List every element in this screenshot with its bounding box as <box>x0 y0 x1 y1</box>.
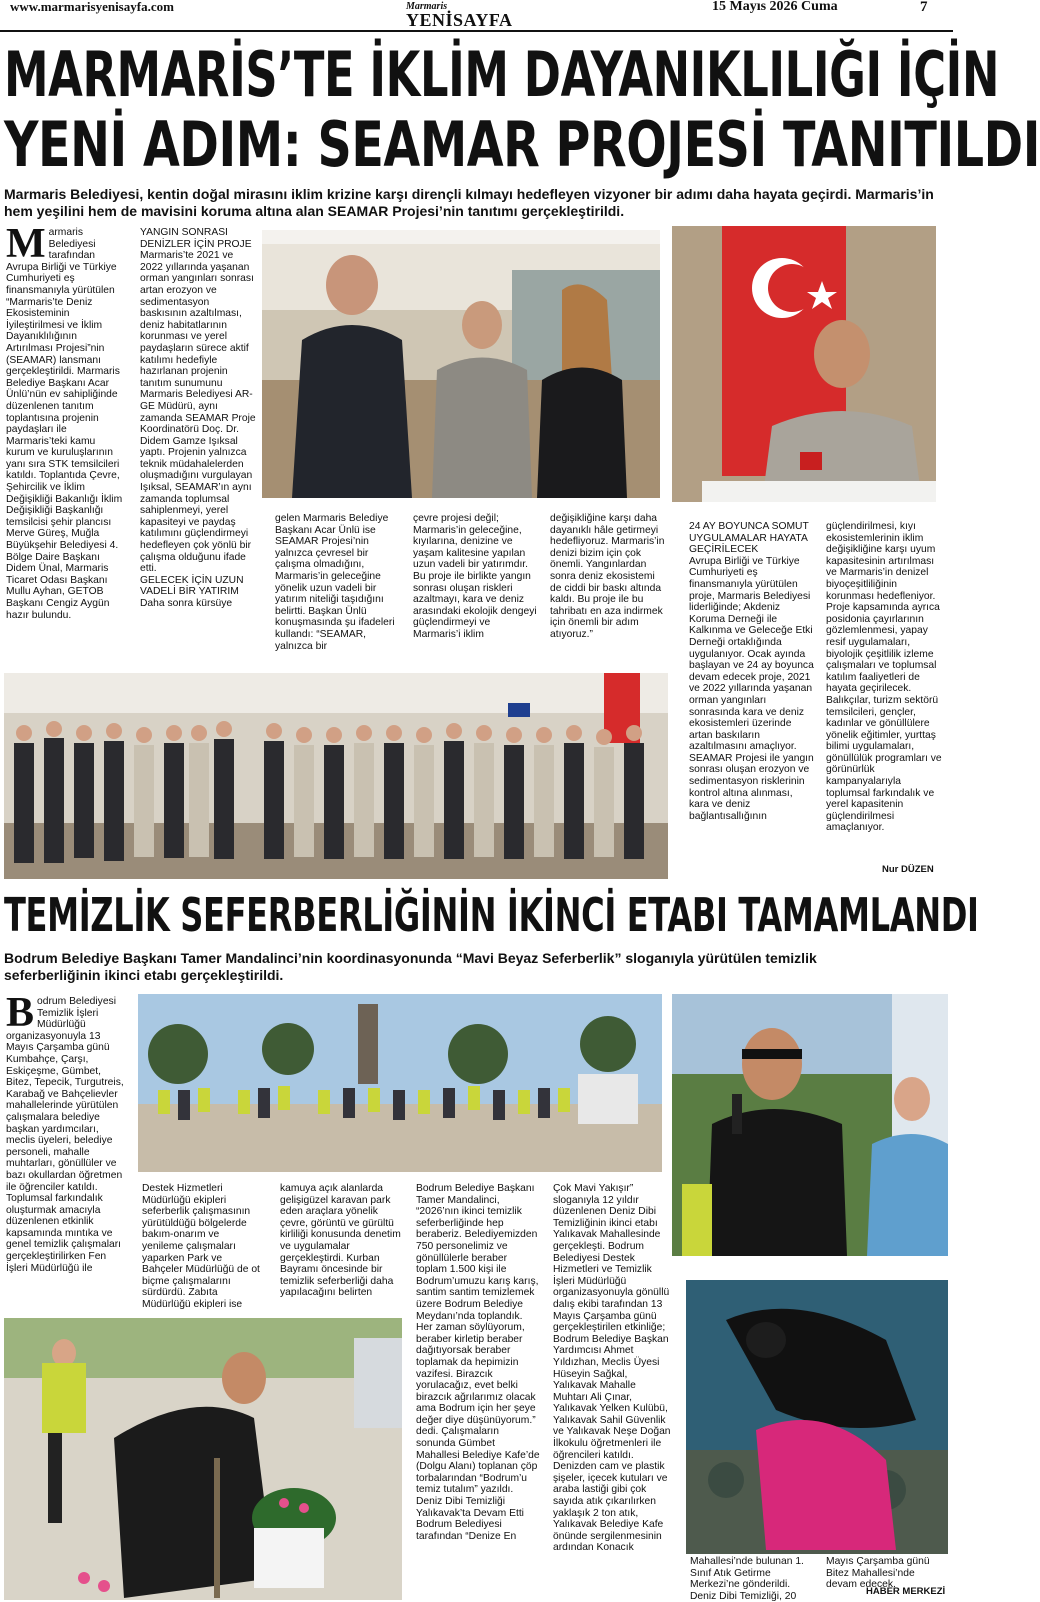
article1-byline: Nur DÜZEN <box>882 864 934 875</box>
group-photo <box>4 673 668 879</box>
diver-photo <box>686 1280 948 1554</box>
article1-col6-subhead: 24 AY BOYUNCA SOMUT UYGULAMALAR HAYATA GEÇİRİLECEK <box>689 521 809 556</box>
article1-col2-subhead: YANGIN SONRASI DENİZLER İÇİN PROJE <box>140 227 252 250</box>
article1-headline-line2: YENİ ADIM: SEAMAR PROJESİ TANITILDI <box>4 108 1040 182</box>
article1-col2-tail: Daha sonra kürsüye <box>140 598 233 609</box>
planting-photo <box>4 1318 402 1600</box>
article1-col1-text: armaris Belediyesi tarafından Avrupa Birliği ve Türkiye Cumhuriyeti eş finansmanıyla yürütülen “Marmaris’te Deniz Ekosisteminin İyileştirilmesi ve İklim Dayanıklılığının Artırılması Projesi”nin (SEAMAR) lansmanı gerçekleştirildi. Marmaris Belediye Başkanı Acar Ünlü’nün ev sahipliğinde düzenlenen tanıtım toplantısına projenin paydaşları ile Marmaris’teki kamu kurum ve kuruluşlarının yanı sıra STK temsilcileri katıldı. Toplantıda Çevre, Şehircilik ve İklim Değişikliği Bakanlığı İklim Değişikliği Başkanlığı temsilcisi şehir plancısı Merve Güreş, Muğla Büyükşehir Belediyesi 4. Bölge Daire Başkanı Didem Ünal, Marmaris Ticaret Odası Başkanı Mullu Ayhan, GETOB Başkanı Cengiz Aygün hazır bulundu. <box>6 227 123 621</box>
logo-top: Marmaris <box>406 1 448 12</box>
article2-col4: Bodrum Belediye Başkanı Tamer Mandalinci, “2026’nın ikinci temizlik seferberliğinde hep beraberiz. Belediyemizden 750 personelimiz ve gönüllülerle beraber toplam 1.500 kişi ile Bodrum’umuzu karış karış, santim santim temizlemek üzere Bodrum Belediye Meydanı’nda toplandık. Her zaman söylüyorum, beraber kirletip beraber dağıtıyorsak beraber toplamak da hepimizin vazifesi. Birazcık yorulacağız, evet belki birazcık ağrılarımız olacak ama Bodrum için her şeye değer diye düşünüyorum.” dedi. Çalışmaların sonunda Gümbet Mahallesi Belediye Kafe’de (Dolgu Alanı) toplanan çöp torbalarından “Bodrum’u temiz tutalım” yazıldı. Deniz Dibi Temizliği Yalıkavak’ta Devam Etti Bodrum Belediyesi tarafından “Denize En <box>416 1183 540 1542</box>
article1-col4: çevre projesi değil; Marmaris’in geleceğine, kıyılarına, denizine ve yaşam kalitesine yapılan uzun vadeli bir yatırımdır. Bu proje ile birlikte yangın sonrası oluşan riskleri azaltmayı, kara ve deniz arasındaki ekolojik dengeyi güçlendirmeyi ve Marmaris’i iklim <box>413 513 537 640</box>
article2-col6: Mahallesi’nde bulunan 1. Sınıf Atık Getirme Merkezi’ne gönderildi. Deniz Dibi Temizliği, 20 <box>690 1556 804 1602</box>
article2-col5: Çok Mavi Yakışır” sloganıyla 12 yıldır düzenlenen Deniz Dibi Temizliğinin ikinci etabı Yalıkavak Mahallesinde gerçekleşti. Bodrum Belediyesi Destek Hizmetleri ve Temizlik İşleri Müdürlüğü organizasyonuyla gönüllü dalış ekibi tarafından 13 Mayıs Çarşamba günü gerçekleştirilen etkinliğe; Bodrum Belediye Başkan Yardımcısı Ahmet Yıldızhan, Meclis Üyesi Hüseyin Sağkal, Yalıkavak Mahalle Muhtarı Ali Çınar, Yalıkavak Yelken Kulübü, Yalıkavak Sahil Güvenlik ve Yalıkavak Neşe Doğan İlkokulu öğretmenleri ile öğrencileri katıldı. Denizden cam ve plastik şişeler, içecek kutuları ve araba lastiği gibi çok sayıda atık çıkarılırken yaklaşık 2 ton atık, Yalıkavak Belediye Kafe önünde sergilenmesinin ardından Konacık <box>553 1183 671 1554</box>
article1-col5: değişikliğine karşı daha dayanıklı hâle getirmeyi hedefliyoruz. Marmaris’in denizi bizim için çok önemli. Yangınlardan sonra deniz ekosistemi de ciddi bir baskı altında kaldı. Bu proje ile bu tahribatı en aza indirmek için önemli bir adım atıyoruz.” <box>550 513 665 640</box>
eu-flag <box>508 703 530 717</box>
site-url[interactable]: www.marmarisyenisayfa.com <box>10 0 174 14</box>
mayor-microphone-photo <box>672 994 948 1256</box>
page-number: 7 <box>920 0 928 15</box>
article1-col6 <box>689 521 815 881</box>
article1-col2 <box>140 227 257 667</box>
cleanup-crowd-photo <box>138 994 662 1172</box>
article1-col1 <box>6 221 124 667</box>
article1-lead: Marmaris Belediyesi, kentin doğal mirasını iklim krizine karşı dirençli kılmayı hedefleyen vizyoner bir adımı daha hayata geçirdi. Marmaris’in hem yeşilini hem de mavisini koruma altına alan SEAMAR Projesi’nin tanıtımı gerçekleştirildi. <box>4 186 934 219</box>
issue-date: 15 Mayıs 2026 Cuma <box>712 0 838 14</box>
article2-col1 <box>6 990 126 1316</box>
page-header <box>0 0 953 32</box>
article2-byline: HABER MERKEZİ <box>866 1586 946 1597</box>
article1-col3: gelen Marmaris Belediye Başkanı Acar Ünlü ise SEAMAR Projesi’nin yalnızca çevresel bir çalışma olmadığını, Marmaris’in geleceğine yönelik uzun vadeli bir yatırım niteliği taşıdığını belirtti. Başkan Ünlü konuşmasında şu ifadeleri kullandı: “SEAMAR, yalnızca bir <box>275 513 395 652</box>
article2-col7: Mayıs Çarşamba günü Bitez Mahallesi’nde devam edecek. <box>826 1556 930 1591</box>
article1-col6-text: Avrupa Birliği ve Türkiye Cumhuriyeti eş finansmanıyla yürütülen proje, Marmaris Belediyesi liderliğinde; Akdeniz Koruma Derneği ile Kalkınma ve Geleceğe Etki Derneği ortaklığında uygulanıyor. Ocak ayında başlayan ve 24 ay boyunca devam edecek proje, 2021 ve 2022 yıllarında yaşanan orman yangınları sonrasında kara ve deniz ekosistemleri üzerinde artan baskıların azaltılmasını amaçlıyor. SEAMAR Projesi ile yangın sonrası oluşan erozyon ve sedimentasyon risklerinin kontrol altına alınması, kara ve deniz bağlantısallığının <box>689 555 814 822</box>
article2-headline: TEMİZLİK SEFERBERLİĞİNİN İKİNCİ ETABI TAMAMLANDI <box>4 889 979 943</box>
article2-col2: Destek Hizmetleri Müdürlüğü ekipleri seferberlik çalışmasının yürütüldüğü bölgelerde bakım-onarım ve yenileme çalışmaları yaparken Park ve Bahçeler Müdürlüğü de ot biçme çalışmalarını sürdürdü. Zabıta Müdürlüğü ekipleri ise <box>142 1183 260 1310</box>
article2-col3: kamuya açık alanlarda gelişigüzel karavan park eden araçlara yönelik çevre, görüntü ve gürültü kirliliği konusunda denetim ve uygulamalar gerçekleştirdi. Kurban Bayramı öncesinde bir temizlik seferberliği daha yapılacağını belirten <box>280 1183 401 1299</box>
article2-col1-text: odrum Belediyesi Temizlik İşleri Müdürlüğü organizasyonuyla 13 Mayıs Çarşamba günü Kumbahçe, Çarşı, Eskiçeşme, Gümbet, Bitez, Tepecik, Turgutreis, Karabağ ve Bahçelievler mahallelerinde yürütülen çalışmalara belediye başkan yardımcıları, meclis üyeleri, belediye personeli, mahalle muhtarları, gönüllüler ve bazı okullardan öğretmen ile öğrenciler katıldı. Toplumsal farkındalık oluşturmak amacıyla düzenlenen etkinlik kapsamında mıntıka ve genel temizlik çalışmaları gerçekleştirilirken Fen İşleri Müdürlüğü ile <box>6 996 124 1274</box>
logo-main: YENİSAYFA <box>406 10 513 30</box>
meeting-photo <box>262 230 660 498</box>
article1-col2-text: Marmaris’te 2021 ve 2022 yıllarında yaşanan orman yangınları sonrası artan erozyon ve sedimentasyon baskısının azaltılması, deniz habitatlarının korunması ve yerel paydaşların sürece aktif katılımı hedefiyle hazırlanan projenin tanıtım sunumunu Marmaris Belediyesi AR-GE Müdürü, aynı zamanda SEAMAR Proje Koordinatörü Doç. Dr. Didem Gamze Işıksal yaptı. Projenin yalnızca teknik müdahalelerden oluşmadığını vurgulayan Işıksal, SEAMAR’ın aynı zamanda toplumsal sahiplenmeyi, yerel kapasiteyi ve paydaş katılımını güçlendirmeyi hedefleyen çok yönlü bir çalışma olduğunu ifade etti. <box>140 250 256 575</box>
article1-dropcap: M <box>6 221 46 267</box>
article1-col7: güçlendirilmesi, kıyı ekosistemlerinin iklim değişikliğine karşı uyum kapasitesinin artırılması ve Marmaris’in denizel biyoçeşitliliğinin korunması hedefleniyor. Proje kapsamında ayrıca posidonia çayırlarının gözlemlenmesi, yapay resif uygulamaları, biyolojik çeşitlilik izleme çalışmaları ve toplumsal katılım faaliyetleri de hayata geçirilecek. Balıkçılar, turizm sektörü temsilcileri, gençler, kadınlar ve gönüllülere yönelik eğitimler, yurttaş bilimi uygulamaları, gönüllülük programları ve görünürlük kampanyalarıyla toplumsal farkındalık ve yerel kapasitenin güçlendirilmesi amaçlanıyor. <box>826 521 942 834</box>
article2-dropcap: B <box>6 990 35 1036</box>
speaker-photo <box>672 226 936 502</box>
article1-headline-line1: MARMARİS’TE İKLİM DAYANIKLILIĞI İÇİN <box>4 38 1000 112</box>
article2-lead: Bodrum Belediye Başkanı Tamer Mandalinci’nin koordinasyonunda “Mavi Beyaz Seferberlik” sloganıyla yürütülen temizlik seferberliğinin ikinci etabı gerçekleştirildi. <box>4 950 817 983</box>
article1-col2-subhead2: GELECEK İÇİN UZUN VADELİ BİR YATIRIM <box>140 574 244 598</box>
